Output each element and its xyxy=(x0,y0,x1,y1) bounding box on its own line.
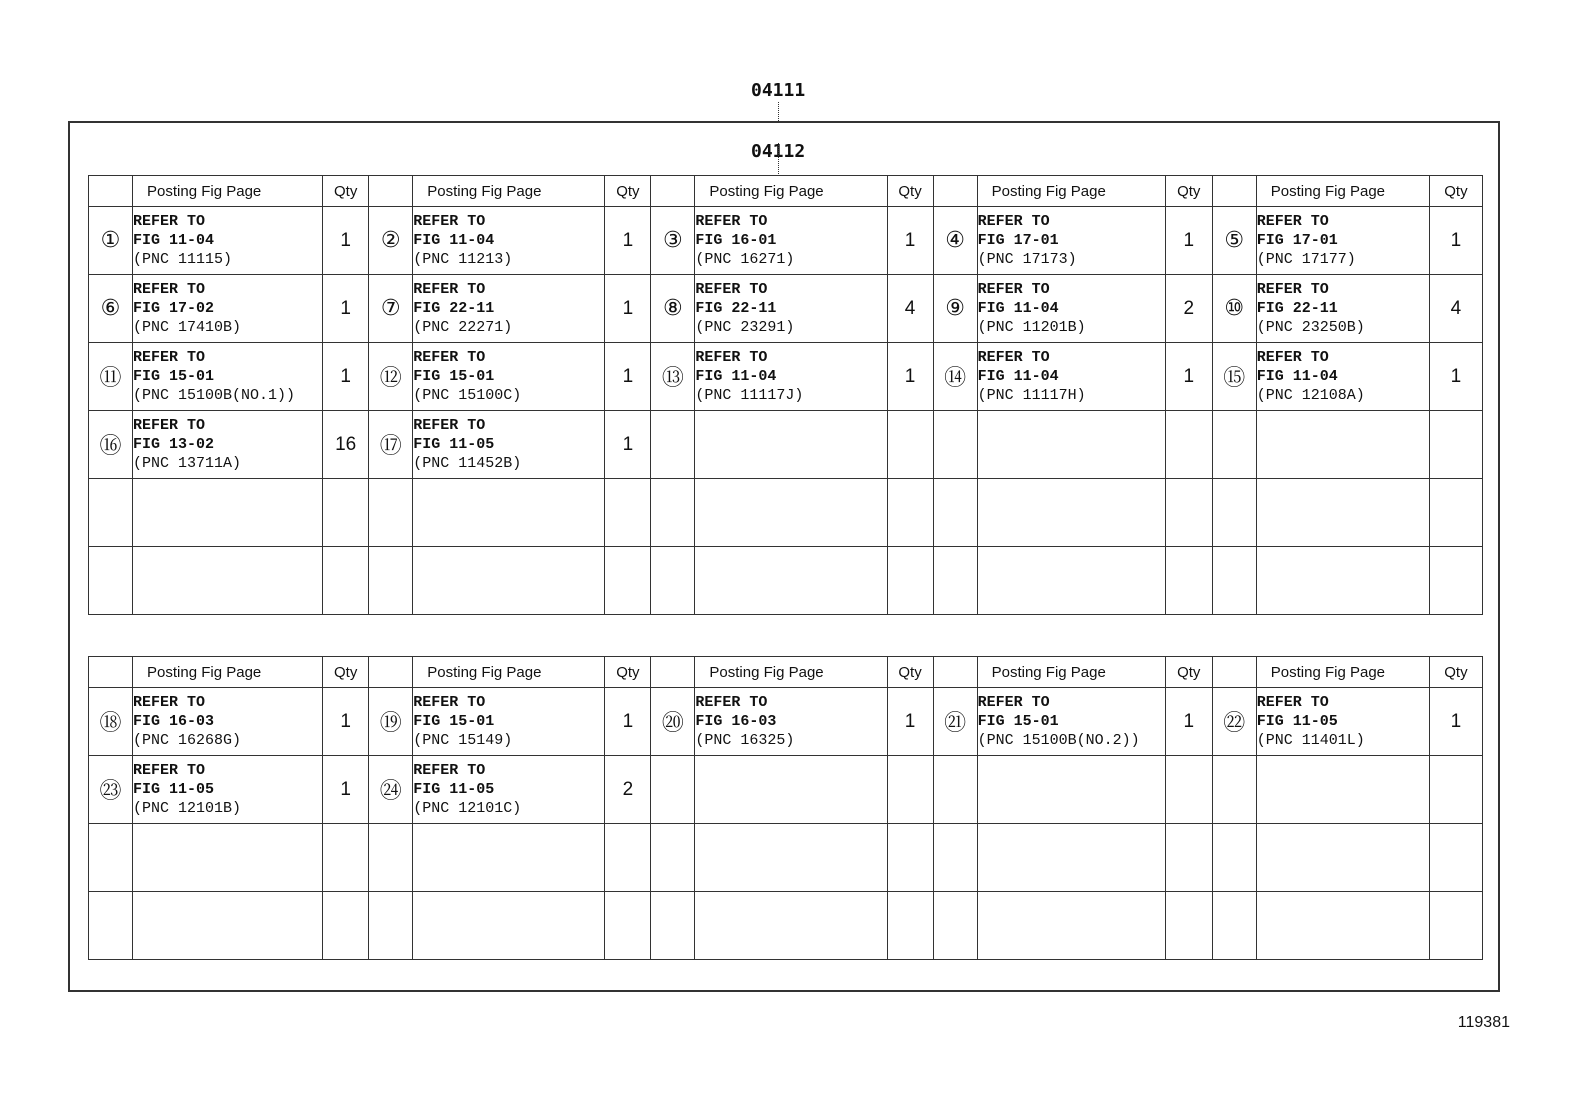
empty-reference-cell xyxy=(977,756,1165,824)
header-posting-label: Posting Fig Page xyxy=(133,657,323,688)
empty-reference-cell xyxy=(1256,411,1429,479)
posting-reference xyxy=(413,411,605,479)
empty-number-cell xyxy=(89,824,133,892)
empty-reference-cell xyxy=(1256,756,1429,824)
fig-line: FIG 15-01 xyxy=(413,713,495,730)
empty-qty-cell xyxy=(1429,892,1482,960)
header-qty-label: Qty xyxy=(1429,657,1482,688)
table-row xyxy=(89,411,1483,479)
empty-qty-cell xyxy=(887,892,933,960)
qty-value: 1 xyxy=(605,411,651,479)
table-row xyxy=(89,892,1483,960)
empty-number-cell xyxy=(1212,824,1256,892)
item-number: ⑲ xyxy=(369,688,413,756)
posting-reference xyxy=(413,756,605,824)
empty-reference-cell xyxy=(695,824,887,892)
empty-qty-cell xyxy=(605,547,651,615)
subassembly-code: 04112 xyxy=(751,141,806,162)
table-row xyxy=(89,207,1483,275)
pnc-line: (PNC 15100C) xyxy=(413,387,522,404)
empty-reference-cell xyxy=(413,479,605,547)
fig-line: FIG 11-04 xyxy=(413,232,495,249)
pnc-line: (PNC 17173) xyxy=(977,251,1077,268)
empty-number-cell xyxy=(369,824,413,892)
table-row xyxy=(89,275,1483,343)
empty-number-cell xyxy=(651,824,695,892)
posting-reference xyxy=(133,275,323,343)
figure-number: 119381 xyxy=(1457,1014,1510,1031)
item-number: ㉒ xyxy=(1212,688,1256,756)
item-number: ⑬ xyxy=(651,343,695,411)
table-row xyxy=(89,547,1483,615)
empty-qty-cell xyxy=(1429,824,1482,892)
empty-qty-cell xyxy=(323,547,369,615)
header-qty-label: Qty xyxy=(1429,176,1482,207)
pnc-line: (PNC 15149) xyxy=(413,732,513,749)
fig-line: FIG 16-03 xyxy=(695,713,777,730)
item-number: ⑤ xyxy=(1212,207,1256,275)
fig-line: FIG 11-05 xyxy=(1256,713,1338,730)
empty-number-cell xyxy=(369,547,413,615)
empty-reference-cell xyxy=(1256,547,1429,615)
empty-qty-cell xyxy=(323,824,369,892)
empty-reference-cell xyxy=(695,892,887,960)
empty-qty-cell xyxy=(605,824,651,892)
item-number: ⑰ xyxy=(369,411,413,479)
qty-value: 16 xyxy=(323,411,369,479)
qty-value: 1 xyxy=(605,688,651,756)
empty-reference-cell xyxy=(695,756,887,824)
refer-line: REFER TO xyxy=(695,213,768,230)
pnc-line: (PNC 17410B) xyxy=(133,319,242,336)
empty-qty-cell xyxy=(887,756,933,824)
refer-line: REFER TO xyxy=(413,417,486,434)
posting-reference xyxy=(133,207,323,275)
table-row xyxy=(89,756,1483,824)
pnc-line: (PNC 22271) xyxy=(413,319,513,336)
empty-number-cell xyxy=(89,479,133,547)
item-number: ㉑ xyxy=(933,688,977,756)
assembly-code: 04111 xyxy=(751,80,806,101)
fig-line: FIG 16-01 xyxy=(695,232,777,249)
header-posting-label: Posting Fig Page xyxy=(977,657,1165,688)
empty-number-cell xyxy=(369,892,413,960)
empty-qty-cell xyxy=(887,479,933,547)
header-posting-label: Posting Fig Page xyxy=(133,176,323,207)
empty-qty-cell xyxy=(1429,411,1482,479)
empty-number-cell xyxy=(651,411,695,479)
posting-reference xyxy=(133,411,323,479)
item-number: ⑨ xyxy=(933,275,977,343)
empty-qty-cell xyxy=(1165,892,1212,960)
empty-reference-cell xyxy=(413,892,605,960)
empty-reference-cell xyxy=(133,824,323,892)
refer-line: REFER TO xyxy=(133,417,206,434)
pnc-line: (PNC 11115) xyxy=(133,251,233,268)
empty-qty-cell xyxy=(605,479,651,547)
table-row xyxy=(89,479,1483,547)
empty-reference-cell xyxy=(695,547,887,615)
table-header-row xyxy=(89,176,1483,207)
item-number: ② xyxy=(369,207,413,275)
empty-reference-cell xyxy=(1256,824,1429,892)
item-number: ③ xyxy=(651,207,695,275)
fig-line: FIG 22-11 xyxy=(1256,300,1338,317)
fig-line: FIG 17-01 xyxy=(1256,232,1338,249)
pnc-line: (PNC 11452B) xyxy=(413,455,522,472)
qty-value: 1 xyxy=(323,275,369,343)
header-number-cell xyxy=(651,176,695,207)
posting-reference xyxy=(133,688,323,756)
item-number: ① xyxy=(89,207,133,275)
fig-line: FIG 13-02 xyxy=(133,436,215,453)
empty-reference-cell xyxy=(695,479,887,547)
fig-line: FIG 17-02 xyxy=(133,300,215,317)
refer-line: REFER TO xyxy=(413,281,486,298)
item-number: ⑦ xyxy=(369,275,413,343)
header-number-cell xyxy=(651,657,695,688)
item-number: ⑭ xyxy=(933,343,977,411)
empty-number-cell xyxy=(89,547,133,615)
fig-line: FIG 11-05 xyxy=(133,781,215,798)
empty-number-cell xyxy=(933,756,977,824)
posting-reference xyxy=(413,207,605,275)
empty-qty-cell xyxy=(1165,547,1212,615)
qty-value: 2 xyxy=(1165,275,1212,343)
empty-qty-cell xyxy=(605,892,651,960)
item-number: ⑥ xyxy=(89,275,133,343)
item-number: ⑪ xyxy=(89,343,133,411)
header-number-cell xyxy=(89,657,133,688)
refer-line: REFER TO xyxy=(977,281,1050,298)
header-qty-label: Qty xyxy=(605,176,651,207)
empty-qty-cell xyxy=(887,411,933,479)
empty-qty-cell xyxy=(887,824,933,892)
header-posting-label: Posting Fig Page xyxy=(1256,176,1429,207)
reference-table-upper xyxy=(88,175,1483,615)
qty-value: 2 xyxy=(605,756,651,824)
header-posting-label: Posting Fig Page xyxy=(413,657,605,688)
posting-reference xyxy=(133,343,323,411)
table-row xyxy=(89,688,1483,756)
fig-line: FIG 11-04 xyxy=(1256,368,1338,385)
empty-reference-cell xyxy=(695,411,887,479)
qty-value: 1 xyxy=(1165,207,1212,275)
refer-line: REFER TO xyxy=(695,694,768,711)
pnc-line: (PNC 11401L) xyxy=(1256,732,1365,749)
empty-qty-cell xyxy=(1429,479,1482,547)
header-qty-label: Qty xyxy=(887,657,933,688)
pnc-line: (PNC 16325) xyxy=(695,732,795,749)
posting-reference xyxy=(977,688,1165,756)
fig-line: FIG 17-01 xyxy=(977,232,1059,249)
posting-reference xyxy=(1256,275,1429,343)
pnc-line: (PNC 15100B(NO.1)) xyxy=(133,387,296,404)
empty-number-cell xyxy=(651,479,695,547)
empty-number-cell xyxy=(933,892,977,960)
header-qty-label: Qty xyxy=(323,657,369,688)
fig-line: FIG 15-01 xyxy=(133,368,215,385)
refer-line: REFER TO xyxy=(413,694,486,711)
posting-reference xyxy=(977,207,1165,275)
pnc-line: (PNC 16268G) xyxy=(133,732,242,749)
table-header-row xyxy=(89,657,1483,688)
empty-qty-cell xyxy=(1165,824,1212,892)
pnc-line: (PNC 12101C) xyxy=(413,800,522,817)
empty-number-cell xyxy=(933,411,977,479)
empty-reference-cell xyxy=(133,892,323,960)
pnc-line: (PNC 17177) xyxy=(1256,251,1356,268)
pnc-line: (PNC 15100B(NO.2)) xyxy=(977,732,1140,749)
qty-value: 1 xyxy=(605,207,651,275)
refer-line: REFER TO xyxy=(133,762,206,779)
empty-reference-cell xyxy=(977,411,1165,479)
empty-number-cell xyxy=(933,547,977,615)
qty-value: 1 xyxy=(1429,343,1482,411)
empty-qty-cell xyxy=(323,892,369,960)
item-number: ⑩ xyxy=(1212,275,1256,343)
refer-line: REFER TO xyxy=(977,349,1050,366)
empty-number-cell xyxy=(1212,479,1256,547)
empty-reference-cell xyxy=(1256,479,1429,547)
refer-line: REFER TO xyxy=(413,349,486,366)
fig-line: FIG 11-05 xyxy=(413,781,495,798)
qty-value: 1 xyxy=(1165,688,1212,756)
empty-reference-cell xyxy=(977,479,1165,547)
empty-number-cell xyxy=(1212,547,1256,615)
posting-reference xyxy=(1256,688,1429,756)
table-row xyxy=(89,824,1483,892)
qty-value: 1 xyxy=(887,343,933,411)
refer-line: REFER TO xyxy=(133,349,206,366)
empty-number-cell xyxy=(1212,411,1256,479)
qty-value: 4 xyxy=(887,275,933,343)
empty-number-cell xyxy=(651,547,695,615)
header-posting-label: Posting Fig Page xyxy=(695,176,887,207)
pnc-line: (PNC 16271) xyxy=(695,251,795,268)
pnc-line: (PNC 12101B) xyxy=(133,800,242,817)
empty-number-cell xyxy=(933,824,977,892)
header-posting-label: Posting Fig Page xyxy=(695,657,887,688)
empty-reference-cell xyxy=(977,824,1165,892)
refer-line: REFER TO xyxy=(695,281,768,298)
fig-line: FIG 15-01 xyxy=(413,368,495,385)
header-number-cell xyxy=(933,657,977,688)
refer-line: REFER TO xyxy=(1256,694,1329,711)
header-number-cell xyxy=(1212,657,1256,688)
qty-value: 4 xyxy=(1429,275,1482,343)
refer-line: REFER TO xyxy=(695,349,768,366)
fig-line: FIG 11-04 xyxy=(133,232,215,249)
header-posting-label: Posting Fig Page xyxy=(977,176,1165,207)
empty-number-cell xyxy=(1212,892,1256,960)
empty-qty-cell xyxy=(1165,756,1212,824)
posting-reference xyxy=(413,343,605,411)
subassembly-leader-line xyxy=(778,143,779,174)
qty-value: 1 xyxy=(605,275,651,343)
empty-number-cell xyxy=(89,892,133,960)
posting-reference xyxy=(977,275,1165,343)
empty-number-cell xyxy=(651,892,695,960)
reference-table-lower xyxy=(88,656,1483,960)
header-qty-label: Qty xyxy=(1165,176,1212,207)
qty-value: 1 xyxy=(887,688,933,756)
pnc-line: (PNC 11117H) xyxy=(977,387,1086,404)
posting-reference xyxy=(695,275,887,343)
refer-line: REFER TO xyxy=(133,213,206,230)
refer-line: REFER TO xyxy=(413,762,486,779)
empty-number-cell xyxy=(369,479,413,547)
qty-value: 1 xyxy=(1429,207,1482,275)
posting-reference xyxy=(695,343,887,411)
pnc-line: (PNC 11213) xyxy=(413,251,513,268)
empty-reference-cell xyxy=(1256,892,1429,960)
fig-line: FIG 16-03 xyxy=(133,713,215,730)
empty-reference-cell xyxy=(413,824,605,892)
empty-reference-cell xyxy=(133,479,323,547)
table-row xyxy=(89,343,1483,411)
item-number: ④ xyxy=(933,207,977,275)
fig-line: FIG 22-11 xyxy=(413,300,495,317)
fig-line: FIG 11-04 xyxy=(977,300,1059,317)
qty-value: 1 xyxy=(323,207,369,275)
header-number-cell xyxy=(933,176,977,207)
empty-reference-cell xyxy=(977,892,1165,960)
qty-value: 1 xyxy=(1429,688,1482,756)
posting-reference xyxy=(413,275,605,343)
empty-reference-cell xyxy=(977,547,1165,615)
header-number-cell xyxy=(89,176,133,207)
empty-qty-cell xyxy=(1165,479,1212,547)
header-number-cell xyxy=(369,657,413,688)
qty-value: 1 xyxy=(605,343,651,411)
pnc-line: (PNC 23291) xyxy=(695,319,795,336)
empty-qty-cell xyxy=(1165,411,1212,479)
qty-value: 1 xyxy=(887,207,933,275)
qty-value: 1 xyxy=(323,343,369,411)
header-qty-label: Qty xyxy=(605,657,651,688)
pnc-line: (PNC 11201B) xyxy=(977,319,1086,336)
posting-reference xyxy=(133,756,323,824)
fig-line: FIG 11-04 xyxy=(977,368,1059,385)
fig-line: FIG 22-11 xyxy=(695,300,777,317)
posting-reference xyxy=(695,207,887,275)
header-qty-label: Qty xyxy=(887,176,933,207)
item-number: ⑳ xyxy=(651,688,695,756)
refer-line: REFER TO xyxy=(1256,213,1329,230)
posting-reference xyxy=(1256,343,1429,411)
header-posting-label: Posting Fig Page xyxy=(413,176,605,207)
item-number: ㉔ xyxy=(369,756,413,824)
empty-qty-cell xyxy=(1429,547,1482,615)
header-qty-label: Qty xyxy=(323,176,369,207)
empty-qty-cell xyxy=(887,547,933,615)
header-number-cell xyxy=(369,176,413,207)
fig-line: FIG 11-05 xyxy=(413,436,495,453)
empty-reference-cell xyxy=(413,547,605,615)
empty-number-cell xyxy=(1212,756,1256,824)
item-number: ⑫ xyxy=(369,343,413,411)
fig-line: FIG 15-01 xyxy=(977,713,1059,730)
refer-line: REFER TO xyxy=(1256,349,1329,366)
pnc-line: (PNC 13711A) xyxy=(133,455,242,472)
empty-number-cell xyxy=(651,756,695,824)
posting-reference xyxy=(413,688,605,756)
header-qty-label: Qty xyxy=(1165,657,1212,688)
header-posting-label: Posting Fig Page xyxy=(1256,657,1429,688)
qty-value: 1 xyxy=(1165,343,1212,411)
empty-qty-cell xyxy=(1429,756,1482,824)
refer-line: REFER TO xyxy=(977,213,1050,230)
refer-line: REFER TO xyxy=(133,694,206,711)
header-number-cell xyxy=(1212,176,1256,207)
posting-reference xyxy=(1256,207,1429,275)
assembly-leader-line xyxy=(778,102,779,121)
item-number: ⑯ xyxy=(89,411,133,479)
posting-reference xyxy=(977,343,1165,411)
qty-value: 1 xyxy=(323,756,369,824)
empty-number-cell xyxy=(933,479,977,547)
refer-line: REFER TO xyxy=(133,281,206,298)
pnc-line: (PNC 23250B) xyxy=(1256,319,1365,336)
item-number: ㉓ xyxy=(89,756,133,824)
item-number: ⑱ xyxy=(89,688,133,756)
pnc-line: (PNC 12108A) xyxy=(1256,387,1365,404)
item-number: ⑮ xyxy=(1212,343,1256,411)
empty-reference-cell xyxy=(133,547,323,615)
fig-line: FIG 11-04 xyxy=(695,368,777,385)
empty-qty-cell xyxy=(323,479,369,547)
item-number: ⑧ xyxy=(651,275,695,343)
posting-reference xyxy=(695,688,887,756)
qty-value: 1 xyxy=(323,688,369,756)
refer-line: REFER TO xyxy=(1256,281,1329,298)
refer-line: REFER TO xyxy=(977,694,1050,711)
refer-line: REFER TO xyxy=(413,213,486,230)
pnc-line: (PNC 11117J) xyxy=(695,387,804,404)
